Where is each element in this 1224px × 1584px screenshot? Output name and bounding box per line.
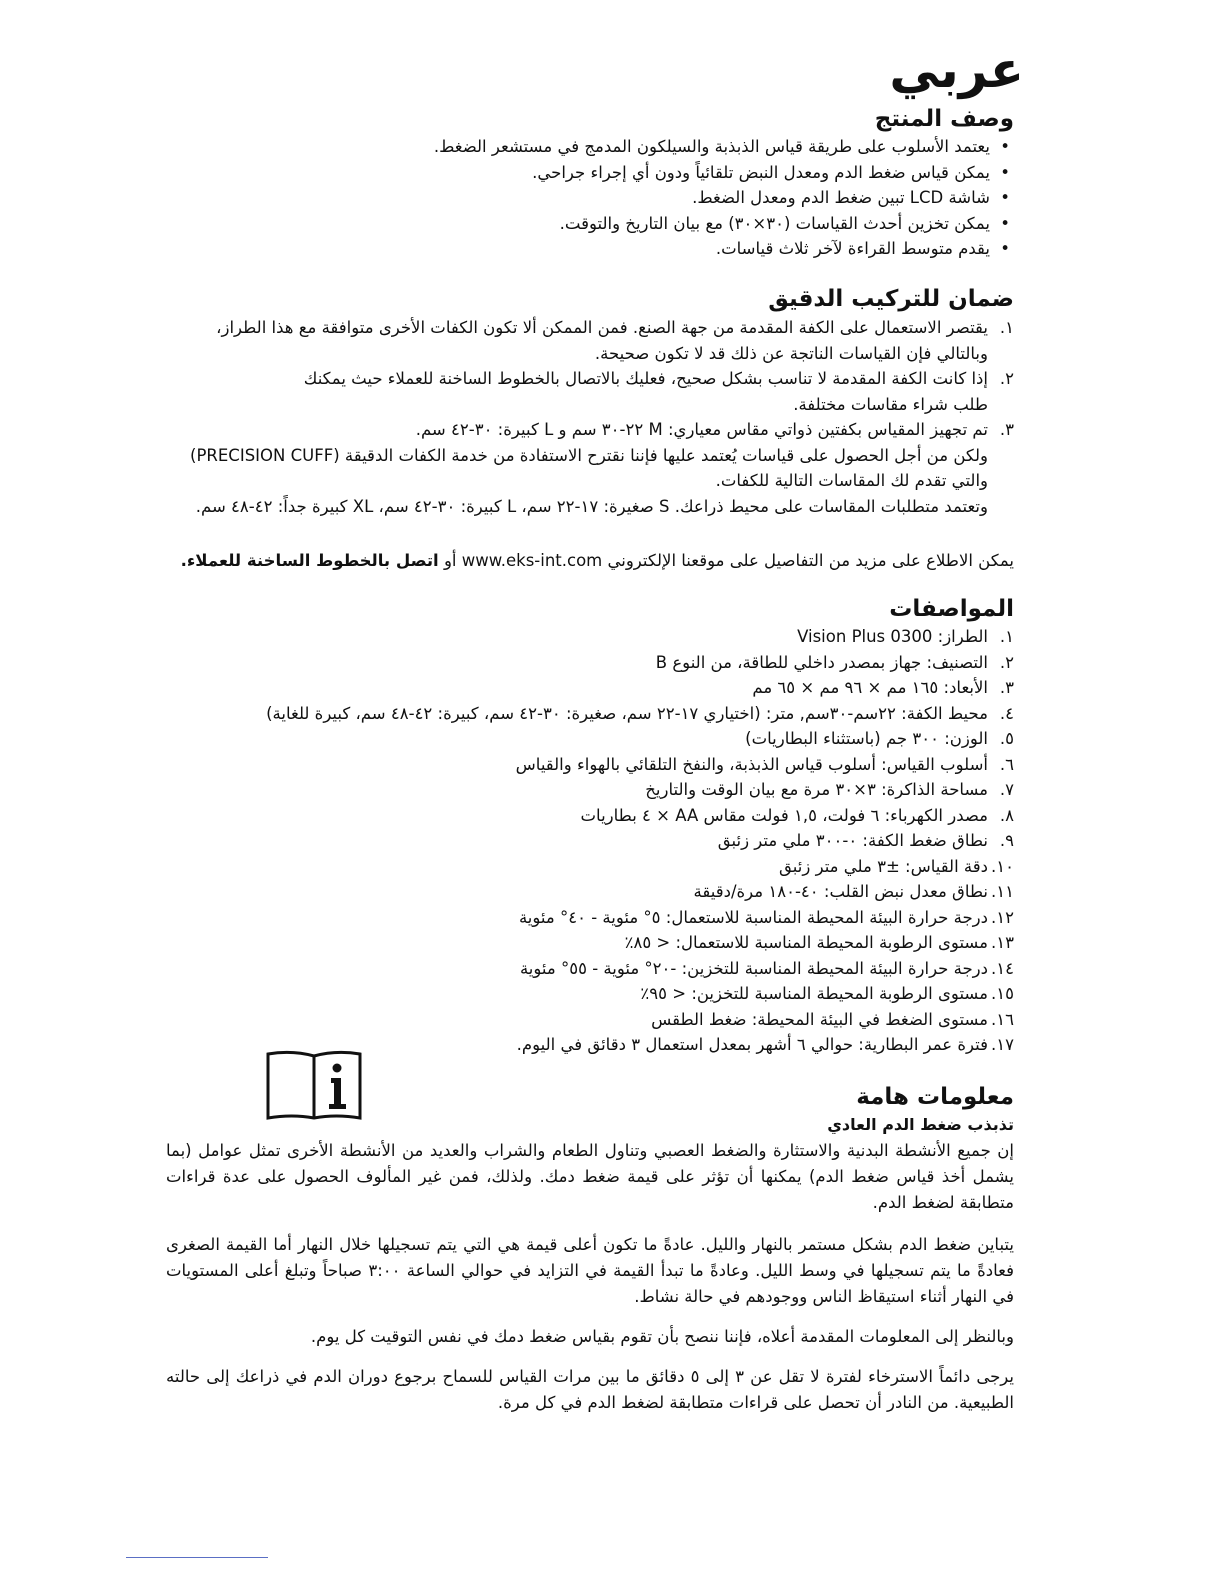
- item-number: ٢.: [999, 369, 1014, 388]
- list-item-continuation: وتعتمد متطلبات المقاسات على محيط ذراعك. S صغيرة: ١٧-٢٢ سم، L كبيرة: ٣٠-٤٢ سم، XL كبيرة جداً: ٤٢-٤٨ سم.: [195, 496, 988, 516]
- info-book-icon: [266, 1050, 362, 1122]
- specifications-list: [266, 624, 1014, 1058]
- list-item: ١٧. فترة عمر البطارية: حوالي ٦ أشهر بمعدل استعمال ٣ دقائق في اليوم.: [516, 1035, 1014, 1054]
- list-item-continuation: والتي تقدم لك المقاسات التالية للكفات.: [715, 471, 988, 490]
- list-item: ٥. الوزن: ٣٠٠ جم (باستثناء البطاريات): [745, 729, 1014, 748]
- list-item: ٣. تم تجهيز المقياس بكفتين ذواتي مقاس معياري: M ٢٢-٣٠ سم و L كبيرة: ٣٠-٤٢ سم.: [190, 417, 1014, 443]
- paragraph: إن جميع الأنشطة البدنية والاستثارة والضغط العصبي وتناول الطعام والشراب والعديد من الأنشطة الأخرى تمثل عوامل (بما يشمل أخذ قياس ضغط الدم) يمكنها أن تؤثر على قيمة ضغط دمك. ولذلك، فمن غير المألوف الحصول على عدة قراءات متطابقة لضغط الدم.: [166, 1141, 1014, 1212]
- website-note: يمكن الاطلاع على مزيد من التفاصيل على موقعنا الإلكتروني www.eks-int.com أو اتصل بالخطوط الساخنة للعملاء.: [180, 551, 1014, 570]
- list-item-continuation: ولكن من أجل الحصول على قياسات يُعتمد عليها فإننا نقترح الاستفادة من خدمة الكفات الدقيقة (PRECISION CUFF): [190, 445, 988, 465]
- list-item: • يقدم متوسط القراءة لآخر ثلاث قياسات.: [434, 236, 1014, 262]
- list-item: • شاشة LCD تبين ضغط الدم ومعدل الضغط.: [434, 185, 1014, 211]
- list-item: ٤. محيط الكفة: ٢٢سم-٣٠سم, متر: (اختياري ١٧-٢٢ سم، صغيرة: ٣٠-٤٢ سم، كبيرة: ٤٢-٤٨ سم، كبيرة للغاية): [266, 703, 1014, 723]
- list-item: ١١. نطاق معدل نبض القلب: ٤٠-١٨٠ مرة/دقيقة: [693, 882, 1014, 901]
- product-description-list: [434, 134, 1014, 262]
- list-item: ٢. إذا كانت الكفة المقدمة لا تناسب بشكل صحيح، فعليك بالاتصال بالخطوط الساخنة للعملاء حيث يمكنك: [190, 366, 1014, 392]
- product-description-heading: وصف المنتج: [874, 106, 1014, 132]
- list-item: • يمكن تخزين أحدث القياسات (٣٠×٣٠) مع بيان التاريخ والتوقت.: [434, 211, 1014, 237]
- list-item: ١٤. درجة حرارة البيئة المحيطة المناسبة للتخزين: -٢٠° مئوية - ٥٥° مئوية: [519, 958, 1014, 978]
- hotline-link[interactable]: اتصل بالخطوط الساخنة للعملاء.: [180, 551, 439, 570]
- precise-fit-heading: ضمان للتركيب الدقيق: [768, 286, 1014, 312]
- list-item: • يمكن قياس ضغط الدم ومعدل النبض تلقائياً ودون أي إجراء جراحي.: [434, 160, 1014, 186]
- paragraph: يرجى دائماً الاسترخاء لفترة لا تقل عن ٣ إلى ٥ دقائق ما بين مرات القياس للسماح برجوع دوران الدم في ذراعك إلى حالته الطبيعية. من النادر أن تحصل على قراءات متطابقة لضغط الدم في كل مرة.: [166, 1367, 1014, 1412]
- list-item: ١. يقتصر الاستعمال على الكفة المقدمة من جهة الصنع. فمن الممكن ألا تكون الكفات الأخرى متوافقة مع هذا الطراز،: [190, 315, 1014, 341]
- list-item: ٦. أسلوب القياس: أسلوب قياس الذبذبة، والنفخ التلقائي بالهواء والقياس: [515, 754, 1014, 774]
- list-item: ١٦. مستوى الضغط في البيئة المحيطة: ضغط الطقس: [651, 1009, 1014, 1029]
- list-item: ١. الطراز: Vision Plus 0300: [797, 627, 1014, 646]
- list-item: ١٥. مستوى الرطوبة المحيطة المناسبة للتخزين: < ٩٥٪: [640, 984, 1014, 1003]
- list-item-continuation: طلب شراء مقاسات مختلفة.: [793, 394, 988, 414]
- item-number: ١.: [999, 318, 1014, 337]
- list-item: ٧. مساحة الذاكرة: ٣×٣٠ مرة مع بيان الوقت والتاريخ: [645, 780, 1014, 799]
- paragraph: وبالنظر إلى المعلومات المقدمة أعلاه، فإننا ننصح بأن تقوم بقياس ضغط دمك في نفس التوقيت كل يوم.: [310, 1327, 1014, 1346]
- footnote-divider: [126, 1557, 268, 1558]
- list-item: ٩. نطاق ضغط الكفة: ٠-٣٠٠ ملي متر زئبق: [717, 831, 1014, 850]
- paragraph: يتباين ضغط الدم بشكل مستمر بالنهار والليل. عادةً ما تكون أعلى قيمة هي التي يتم تسجيلها خلال النهار أما القيمة الصغرى فعادةً ما يتم تسجيلها في وسط الليل. وعادةً ما تبدأ القيمة في التزايد في حوالي الساعة ٣:٠٠ صباحاً وتبلغ أعلى المستويات في النهار أثناء استيقاظ الناس ووجودهم في حالة نشاط.: [166, 1235, 1014, 1306]
- list-item: ١٢. درجة حرارة البيئة المحيطة المناسبة للاستعمال: ٥° مئوية - ٤٠° مئوية: [518, 907, 1014, 927]
- list-item-continuation: وبالتالي فإن القياسات الناتجة عن ذلك قد لا تكون صحيحة.: [594, 343, 988, 363]
- specifications-heading: المواصفات: [889, 596, 1014, 622]
- list-item: ٨. مصدر الكهرباء: ٦ فولت، ١,٥ فولت مقاس AA × ٤ بطاريات: [580, 805, 1014, 825]
- list-item: ١٠. دقة القياس: ±٣ ملي متر زئبق: [779, 856, 1014, 876]
- important-info-heading: معلومات هامة: [856, 1084, 1014, 1110]
- language-title: عربي: [889, 41, 1024, 99]
- list-item: ١٣. مستوى الرطوبة المحيطة المناسبة للاستعمال: < ٨٥٪: [624, 933, 1014, 952]
- list-item: • يعتمد الأسلوب على طريقة قياس الذبذبة والسيلكون المدمج في مستشعر الضغط.: [434, 134, 1014, 160]
- list-item: ٣. الأبعاد: ١٦٥ مم × ٩٦ مم × ٦٥ مم: [752, 678, 1014, 697]
- list-item: ٢. التصنيف: جهاز بمصدر داخلي للطاقة، من النوع B: [655, 652, 1014, 672]
- item-number: ٣.: [999, 420, 1014, 439]
- important-info-subheading: تذبذب ضغط الدم العادي: [827, 1115, 1014, 1134]
- precise-fit-list: [190, 315, 1014, 519]
